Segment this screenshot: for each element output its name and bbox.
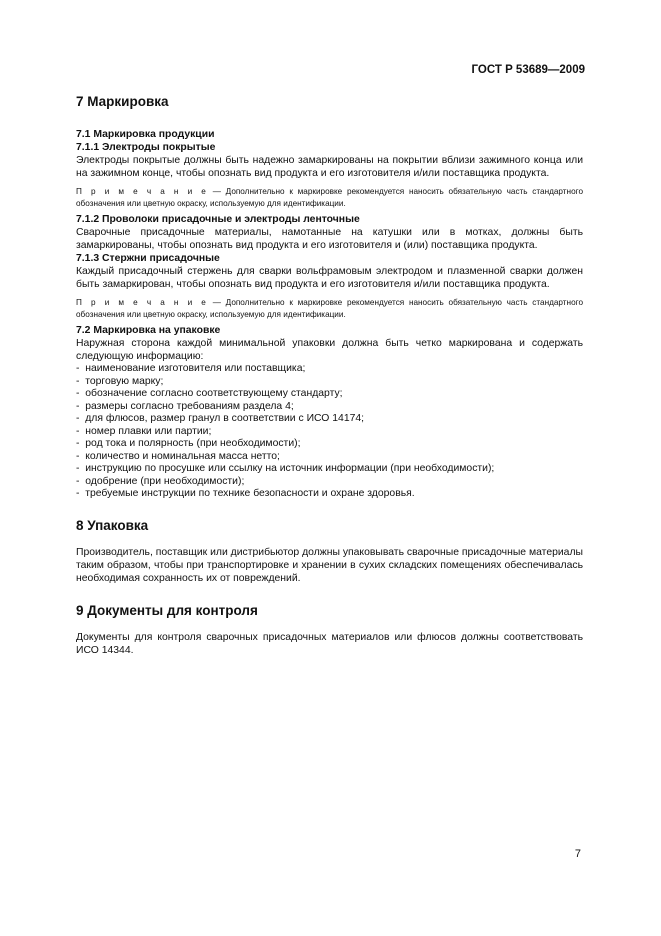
- list-item: - обозначение согласно соответствующему стандарту;: [76, 388, 583, 401]
- section-9-title: 9 Документы для контроля: [76, 602, 258, 618]
- note-label: П р и м е ч а н и е: [76, 298, 209, 307]
- section-8-title: 8 Упаковка: [76, 517, 149, 533]
- section-7-1-1-title: 7.1.1 Электроды покрытые: [76, 142, 216, 153]
- section-7-1-1-note: [76, 186, 583, 209]
- list-item: - инструкцию по просушке или ссылку на источник информации (при необходимости);: [76, 463, 583, 476]
- list-item: - наименование изготовителя или поставщика;: [76, 363, 583, 376]
- section-7-1-2-text: Сварочные присадочные материалы, намотанные на катушки или в мотках, должны быть замаркированы, чтобы опознать вид продукта и его изготовителя и (или) поставщика продукта.: [76, 227, 583, 251]
- section-7-1-3-title: 7.1.3 Стержни присадочные: [76, 253, 220, 264]
- section-8-text: Производитель, поставщик или дистрибьютор должны упаковывать сварочные присадочные материалы таким образом, чтобы при транспортировке и хранении в сухих складских помещениях обеспечивалась необходимая сохранность их от повреждений.: [76, 546, 583, 584]
- page-number: 7: [574, 848, 581, 860]
- note-text: — Дополнительно к маркировке рекомендуется наносить обязательную часть стандартного обозначения или цветную окраску, используемую для идентификации.: [76, 187, 583, 208]
- section-7-2-text: Наружная сторона каждой минимальной упаковки должна быть четко маркирована и содержать следующую информацию:: [76, 338, 583, 362]
- section-7-1-3-text: Каждый присадочный стержень для сварки вольфрамовым электродом и плазменной сварки должен быть замаркирован, чтобы опознать вид продукта и его изготовителя и/или поставщика продукта.: [76, 266, 583, 290]
- list-item: - номер плавки или партии;: [76, 426, 583, 439]
- list-item: - количество и номинальная масса нетто;: [76, 451, 583, 464]
- list-item: - одобрение (при необходимости);: [76, 476, 583, 489]
- list-item: - торговую марку;: [76, 376, 583, 389]
- section-7-1-1-text: Электроды покрытые должны быть надежно замаркированы на покрытии вблизи зажимного конца или на зажимном конце, чтобы опознать вид продукта и его изготовителя и/или поставщика продукта.: [76, 155, 583, 179]
- note-label: П р и м е ч а н и е: [76, 187, 209, 196]
- section-9-text: Документы для контроля сварочных присадочных материалов или флюсов должны соответствовать ИСО 14344.: [76, 631, 583, 656]
- list-item: - требуемые инструкции по технике безопасности и охране здоровья.: [76, 488, 583, 501]
- list-item: - размеры согласно требованиям раздела 4;: [76, 401, 583, 414]
- section-7-1-2-title: 7.1.2 Проволоки присадочные и электроды ленточные: [76, 214, 360, 225]
- section-7-1-title: 7.1 Маркировка продукции: [76, 129, 215, 140]
- section-7-2-title: 7.2 Маркировка на упаковке: [76, 325, 221, 336]
- document-header-id: ГОСТ Р 53689—2009: [471, 64, 585, 76]
- note-text: — Дополнительно к маркировке рекомендуется наносить обязательную часть стандартного обозначения или цветную окраску, используемую для идентификации.: [76, 298, 583, 319]
- packaging-info-list: [76, 363, 583, 501]
- section-7-title: 7 Маркировка: [76, 94, 169, 109]
- document-body: [76, 92, 583, 657]
- list-item: - для флюсов, размер гранул в соответствии с ИСО 14174;: [76, 413, 583, 426]
- list-item: - род тока и полярность (при необходимости);: [76, 438, 583, 451]
- section-7-1-3-note: [76, 297, 583, 320]
